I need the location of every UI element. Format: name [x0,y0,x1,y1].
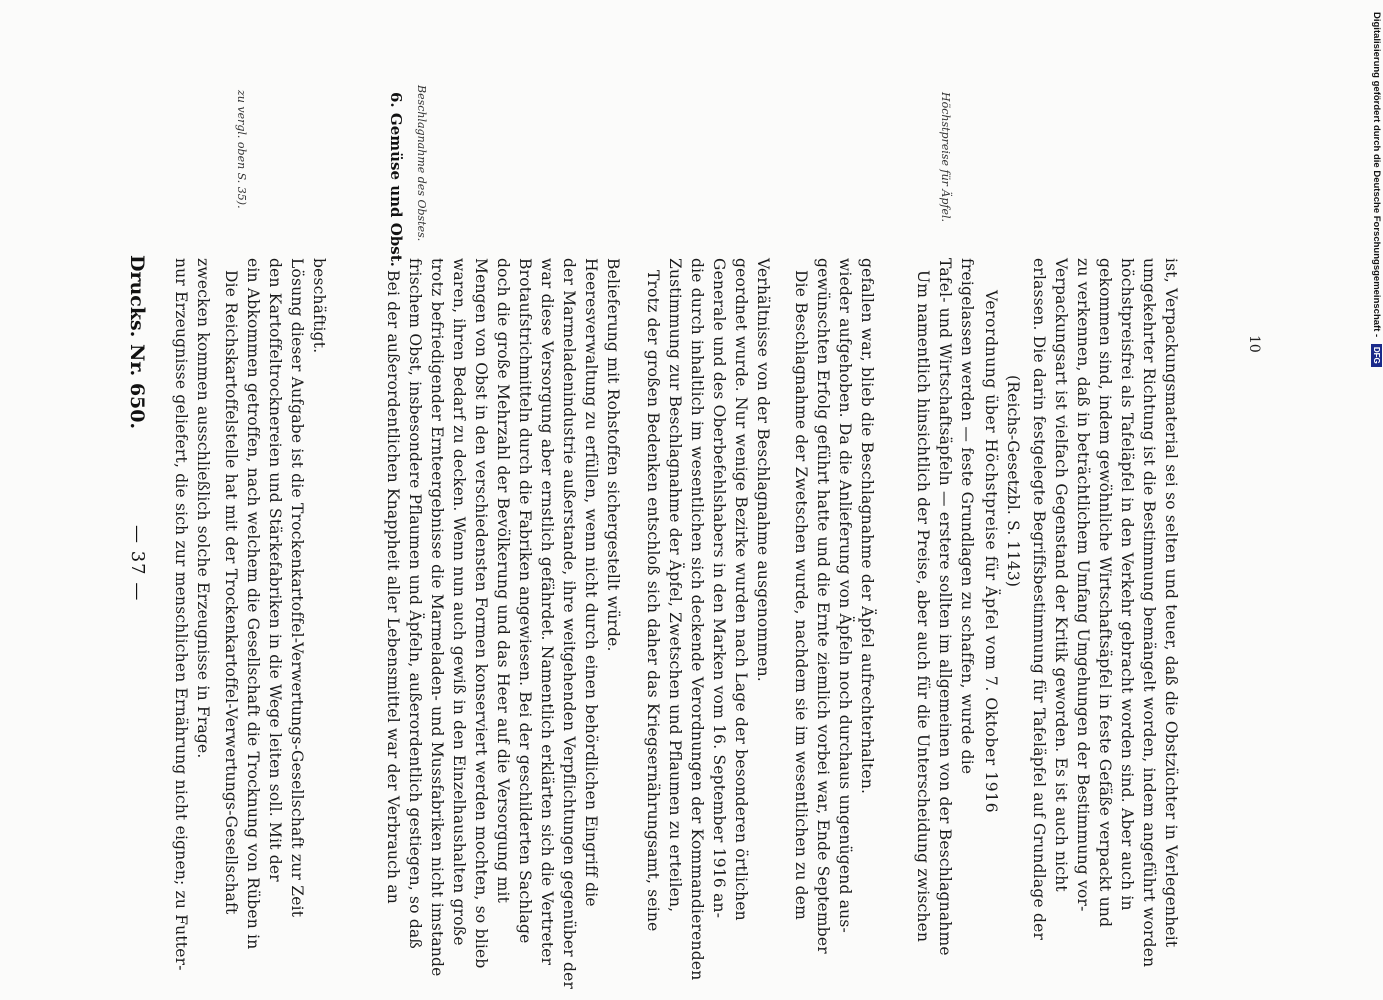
text-line: Trotz der großen Bedenken entschloß sich daher das Kriegsernährungsamt, seine [644,270,662,932]
text-line: ist, Verpackungsmaterial sei so selten und teuer, daß die Obstzüchter in Verlegenheit [1162,258,1180,948]
text-line: zu verkennen, daß in beträchtlichem Umfang Umgehungen der Bestimmung vor- [1074,258,1092,912]
text-line: gekommen sind, indem gewöhnliche Wirtschaftsäpfel in feste Gefäße verpackt und [1096,258,1114,928]
margin-note: zu vergl. oben S. 35). [235,90,248,209]
text-line: gefallen war, blieb die Beschlagnahme der Äpfel aufrechterhalten. [858,258,876,795]
text-line: Brotaufstrichmitteln durch die Fabriken angewiesen. Bei der geschilderten Sachlage [516,258,534,944]
text-line: frischem Obst, insbesondere Pflaumen und Äpfeln, außerordentlich gestiegen, so daß [406,258,424,949]
text-line: waren, ihren Bedarf zu decken. Wenn nun auch gewiß in den Einzelhaushalten große [450,258,468,946]
dfg-logo: DFG [1371,344,1382,367]
text-line: zwecken kommen ausschließlich solche Erzeugnisse in Frage. [194,258,212,759]
text-line: freigelassen werden — feste Grundlagen zu schaffen, wurde die [958,258,976,775]
text-line: erlassen. Die darin festgelegte Begriffsbestimmung für Tafeläpfel auf Grundlage der [1030,258,1048,941]
text-line: Verhältnisse von der Beschlagnahme ausgenommen. [754,258,772,682]
text-line: Zustimmung zur Beschlagnahme der Äpfel, Zwetschen und Pflaumen zu erteilen, [666,258,684,913]
text-line: gewünschten Erfolg geführt hatte und die Ernte ziemlich vorbei war, Ende September [814,258,832,954]
text-line: doch die große Mehrzahl der Bevölkerung und das Heer auf die Versorgung mit [494,258,512,904]
text-line: Lösung dieser Aufgabe ist die Trockenkartoffel-Verwertungs-Gesellschaft zur Zeit [288,258,306,918]
text-line: den Kartoffeltrocknereien und Stärkefabriken in die Wege leiten soll. Mit der [266,258,284,882]
text-line: Die Beschlagnahme der Zwetschen wurde, nachdem sie im wesentlichen zu dem [792,270,810,921]
text-line: höchstpreisfrei als Tafeläpfel in den Verkehr gebracht worden sind. Aber auch in [1118,258,1136,911]
section-title: 6. Gemüse und Obst. [387,92,405,267]
text-line: wieder aufgehoben. Da die Anlieferung von Äpfeln noch durchaus ungenügend aus- [836,258,854,933]
text-line: ein Abkommen getroffen, nach welchem die Gesellschaft die Trocknung von Rüben in [244,258,262,950]
text-line: Heeresverwaltung zu erfüllen, wenn nicht durch einen behördlichen Eingriff die [582,258,600,907]
text-line: war diese Versorgung aber ernstlich gefährdet. Namentlich erklärten sich die Vertreter [538,258,556,966]
text-line: Tafel- und Wirtschaftsäpfeln — erstere sollten im allgemeinen von der Beschlagnahme [936,258,954,956]
text-line: der Marmeladenindustrie außerstande, ihre weitgehenden Verpflichtungen gegenüber der [560,258,578,990]
text-line: Um namentlich hinsichtlich der Preise, aber auch für die Unterscheidung zwischen [914,270,932,943]
folio: 10 [1246,335,1262,353]
text-line: beschäftigt. [310,258,328,354]
text-line: Verpackungsart ist vielfach Gegenstand der Kritik geworden. Es ist auch nicht [1052,258,1070,892]
text-line: Belieferung mit Rohstoffen sichergestellt würde. [604,258,622,652]
text-line: trotz befriedigender Ernteergebnisse die Marmeladen- und Mussfabriken nicht imstande [428,258,446,977]
digitization-note [1371,12,1382,367]
margin-note: Beschlagnahme des Obstes. [415,85,428,242]
running-header: Drucks. Nr. 650. [126,255,148,430]
text-line: Die Reichskartoffelstelle hat mit der Trockenkartoffel-Verwertungs-Gesellschaft [222,270,240,915]
margin-note: Höchstpreise für Äpfel. [939,92,952,222]
text-line: Mengen von Obst in den verschiedensten Formen konserviert werden mochten, so blieb [472,258,490,969]
text-line: geordnet wurde. Nur wenige Bezirke wurden nach Lage der besonderen örtlichen [732,258,750,921]
text-line: Bei der außerordentlichen Knappheit aller Lebensmittel war der Verbrauch an [384,270,402,904]
page-number: — 37 — [127,525,148,602]
text-line: umgekehrter Richtung ist die Bestimmung bemängelt worden, indem angeführt worden [1140,258,1158,968]
digitization-text: Digitalisierung gefördert durch die Deutsche Forschungsgemeinschaft - [1371,12,1382,338]
text-line: Verordnung über Höchstpreise für Äpfel vom 7. Oktober 1916 [982,290,1000,814]
text-line: nur Erzeugnisse geliefert, die sich zur menschlichen Ernährung nicht eignen; zu Futter- [172,258,190,971]
text-line: die durch inhaltlich im wesentlichen sich deckende Verordnungen der Kommandierenden [688,258,706,981]
text-line: Generale und des Oberbefehlshabers in den Marken vom 16. September 1916 an- [710,258,728,919]
text-line: (Reichs-Gesetzbl. S. 1143) [1004,375,1022,588]
